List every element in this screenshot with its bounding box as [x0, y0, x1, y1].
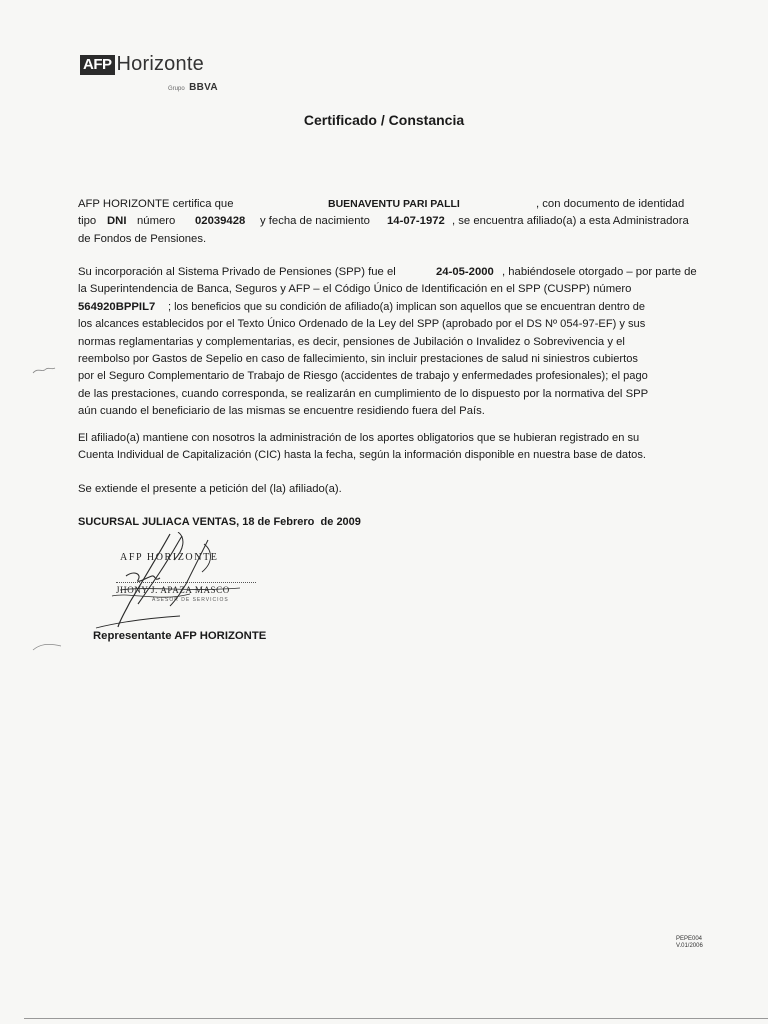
page-bottom-edge	[24, 1018, 768, 1019]
logo-box: AFP	[80, 55, 115, 75]
p2-line-4	[78, 316, 710, 333]
branch-name: SUCURSAL JULIACA VENTAS,	[78, 516, 240, 528]
p2-text: aún cuando el beneficiario de las mismas se encuentre residiendo fuera del País.	[78, 405, 485, 418]
document-type: DNI	[107, 215, 127, 228]
afp-horizonte-logo	[80, 53, 218, 93]
logo-group: Grupo	[168, 86, 185, 92]
p2-text: reembolso por Gastos de Sepelio en caso de fallecimiento, sin incluir prestaciones de salud ni siniestros cubiertos	[78, 352, 638, 365]
incorporation-date: 24-05-2000	[436, 266, 494, 278]
form-code-id: PEPE004	[676, 936, 703, 942]
margin-mark	[32, 364, 56, 376]
p1-numero: número	[137, 215, 176, 228]
representative-label: Representante AFP HORIZONTE	[93, 630, 267, 642]
p1-doc-text: , con documento de identidad	[536, 198, 685, 210]
p1-intro: AFP HORIZONTE certifica que	[78, 198, 234, 210]
p1-tipo: tipo	[78, 215, 97, 228]
logo-name: Horizonte	[116, 53, 204, 75]
stamp-signer-role: ASESOR DE SERVICIOS	[152, 597, 229, 603]
form-code	[676, 936, 703, 950]
paragraph-incorporation	[78, 264, 710, 421]
margin-mark	[32, 640, 62, 652]
document-title: Certificado / Constancia	[303, 112, 465, 128]
date-day: 18	[242, 516, 255, 528]
p2-text: de las prestaciones, cuando corresponda, se realizarán en cumplimiento de lo dispuesto por la normativa del SPP	[78, 387, 649, 400]
p2-line-6	[78, 351, 710, 368]
logo-bank: BBVA	[189, 82, 218, 93]
signature-stamp	[90, 532, 290, 637]
date-month: Febrero	[273, 516, 315, 528]
stamp-company: AFP HORIZONTE	[120, 552, 219, 563]
p3-text: El afiliado(a) mantiene con nosotros la administración de los aportes obligatorios que se hubieran registrado en su	[78, 432, 640, 444]
paragraph-administration	[78, 430, 710, 465]
p2-text: los alcances establecidos por el Texto Único Ordenado de la Ley del SPP (aprobado por el DS Nº 054-97-EF) y sus	[78, 318, 646, 331]
logo-subtitle	[168, 77, 218, 95]
cuspp-number: 564920BPPIL7	[78, 300, 156, 313]
p2-text: por el Seguro Complementario de Trabajo de Riesgo (accidentes de trabajo y enfermedades profesionales); el pago	[78, 370, 648, 383]
p2-line-7	[78, 368, 710, 385]
p2-text: ; los beneficios que su condición de afiliado(a) implican son aquellos que se encuentran dentro de	[168, 300, 645, 313]
p1-line-3	[78, 231, 710, 248]
p2-line-8	[78, 386, 710, 403]
p2-text: normas reglamentarias y complementarias, es decir, pensiones de Jubilación o Invalidez o Sobrevivencia y el	[78, 335, 625, 348]
p1-line-1	[78, 196, 710, 213]
p2-line-1	[78, 264, 710, 281]
p2-text: Su incorporación al Sistema Privado de Pensiones (SPP) fue el	[78, 266, 396, 278]
p4-line	[78, 481, 710, 498]
p1-line-2	[78, 213, 710, 230]
p2-text: , habiéndosele otorgado – por parte de	[502, 266, 697, 278]
affiliate-name: BUENAVENTU PARI PALLI	[328, 198, 460, 210]
p2-line-3	[78, 299, 710, 316]
place-and-date	[78, 516, 361, 528]
birth-date: 14-07-1972	[387, 215, 445, 228]
p2-line-2	[78, 281, 710, 298]
paragraph-request	[78, 481, 710, 498]
p3-line-1	[78, 430, 710, 447]
p4-text: Se extiende el presente a petición del (la) afiliado(a).	[78, 483, 342, 495]
p2-line-9	[78, 403, 710, 420]
p1-text: de Fondos de Pensiones.	[78, 232, 207, 245]
p3-text: Cuenta Individual de Capitalización (CIC) hasta la fecha, según la información disponible en nuestra base de datos.	[78, 449, 646, 462]
date-de-1: de	[257, 516, 271, 528]
stamp-signer-name: JHONY J. APAZA MASCO	[116, 585, 230, 595]
p1-afiliado-text: , se encuentra afiliado(a) a esta Administradora	[452, 215, 689, 228]
form-code-version: V.01/2006	[676, 943, 703, 949]
p3-line-2	[78, 447, 710, 464]
paragraph-certification	[78, 196, 710, 248]
date-year: 2009	[336, 516, 361, 528]
p2-text: la Superintendencia de Banca, Seguros y AFP – el Código Único de Identificación en el SPP (CUSPP) número	[78, 283, 632, 296]
p2-line-5	[78, 334, 710, 351]
p1-fecha: y fecha de nacimiento	[260, 215, 370, 228]
date-de-2: de	[320, 516, 334, 528]
handwritten-signature	[90, 532, 290, 637]
document-number: 02039428	[195, 215, 246, 228]
